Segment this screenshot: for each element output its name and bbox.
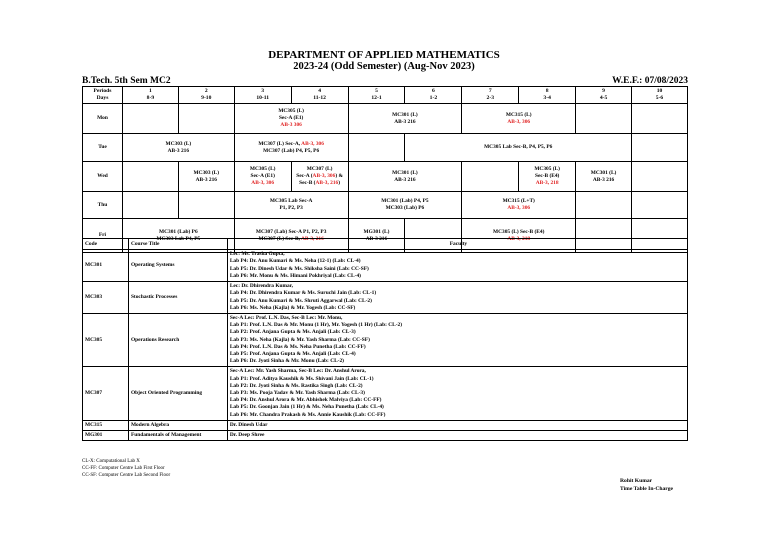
course-row: [83, 430, 688, 440]
class-cell: MG301 (L) AB-3 216: [348, 219, 405, 253]
legend-item: CC-FF: Computer Centre Lab First Floor: [82, 466, 165, 471]
signatory-name: Rohit Kumar: [620, 478, 653, 484]
class-cell: MC301 (L) AB-3 216: [576, 162, 632, 192]
title-header: Course Title: [128, 239, 227, 250]
class-cell: MC305 (L) Sec-A (E1) AB-3, 306: [234, 162, 291, 192]
course-faculty: Lec: Ms. Trasha Gupta, Lab P4: Dr. Anu Kumari & Ms. Neha (12-1) (Lab: CL-4) Lab P5: Dr. Dinesh Udar & Ms. Shiksha Saini (Lab: CC-SF) Lab P6: Mr. Monu & Ms. Himani Pokhriyal (Lab: CL-4): [227, 250, 687, 282]
class-cell: MC307 (L) Sec-A (AB-3, 306) & Sec-B (AB-3, 216): [291, 162, 348, 192]
day-label: Wed: [83, 162, 123, 192]
class-cell: MC301 (L) AB-3 216: [348, 104, 462, 134]
lab-legend: [82, 458, 170, 479]
program-label: B.Tech. 5th Sem MC2: [82, 76, 171, 86]
course-faculty: Sec-A Lec: Mr. Yash Sharma, Sec-B Lec: Dr. Anshul Arora, Lab P1: Prof. Aditya Kaushik & Ms. Shivani Jain (Lab: CL-1) Lab P2: Dr. Jyoti Sinha & Ms. Rastika Singh (Lab: CL-2) Lab P3: Ms. Pooja Yadav & Mr. Yash Sharma (Lab: CL-3) Lab P4: Dr. Anshul Arora & Mr. Abhishek Malviya (Lab: CC-FF) Lab P5: Dr. Goonjan Jain (1 Hr) & Ms. Neha Punetha (Lab: CL-4) Lab P6: Mr. Chandra Prakash & Ms. Annie Kaushik (Lab: CC-FF): [227, 367, 687, 420]
legend-item: CL-X: Computational Lab X: [82, 459, 140, 464]
period-header: 2 9-10: [178, 87, 234, 104]
class-cell: MC307 (Lab) Sec-A P1, P2, P3 MC307 (L) Sec-B, AB-3, 216: [234, 219, 348, 253]
header-row: [83, 87, 688, 104]
class-cell: MC305 (L) Sec-B (E4) AB-3, 218: [462, 219, 576, 253]
department-title: DEPARTMENT OF APPLIED MATHEMATICS: [268, 49, 500, 61]
class-cell: MC301 (L) AB-3 216: [348, 162, 462, 192]
course-row: [83, 367, 688, 420]
period-header: 3 10-11: [234, 87, 291, 104]
course-row: [83, 314, 688, 367]
period-header: 8 3-4: [519, 87, 576, 104]
class-cell: MC305 (L) Sec-B (E4) AB-3, 218: [519, 162, 576, 192]
day-row-mon: [83, 104, 688, 134]
timetable: [82, 86, 688, 253]
class-cell: MC303 (L) AB-3 216: [178, 162, 234, 192]
day-label: Thu: [83, 192, 123, 219]
course-code: MC315: [83, 420, 129, 430]
period-header: 6 1-2: [405, 87, 462, 104]
course-code: MC301: [83, 250, 129, 282]
course-title: Fundamentals of Management: [128, 430, 227, 440]
wef-date: W.E.F.: 07/08/2023: [612, 76, 688, 86]
course-code: MC303: [83, 282, 129, 314]
course-table: [82, 238, 688, 441]
course-title: Object Oriented Programming: [128, 367, 227, 420]
course-header-row: [83, 239, 688, 250]
class-cell: MC305 (L) Sec-A (E1) AB-3 306: [234, 104, 348, 134]
day-row-wed: [83, 162, 688, 192]
course-title: Stochastic Processes: [128, 282, 227, 314]
course-code: MG301: [83, 430, 129, 440]
period-header: 7 2-3: [462, 87, 519, 104]
period-header: 1 8-9: [122, 87, 178, 104]
day-label: Fri: [83, 219, 123, 253]
class-cell: MC301 (Lab) P4, P5 MC303 (Lab) P6: [348, 192, 462, 219]
period-header: 10 5-6: [632, 87, 688, 104]
day-row-thu: [83, 192, 688, 219]
session-title: 2023-24 (Odd Semester) (Aug-Nov 2023): [293, 61, 475, 72]
period-header: 4 11-12: [291, 87, 348, 104]
period-header: 5 12-1: [348, 87, 405, 104]
day-label: Mon: [83, 104, 123, 134]
signatory-role: Time Table In-Charge: [620, 485, 674, 492]
day-label: Tue: [83, 134, 123, 162]
course-title: Modern Algebra: [128, 420, 227, 430]
period-header: 9 4-5: [576, 87, 632, 104]
faculty-header: Faculty: [227, 239, 687, 250]
code-header: Code: [83, 239, 129, 250]
class-cell: MC315 (L+T) AB-3, 306: [462, 192, 576, 219]
periods-days-header: Periods Days: [83, 87, 123, 104]
course-title: Operations Research: [128, 314, 227, 367]
course-faculty: Dr. Deep Shree: [227, 430, 687, 440]
course-code: MC305: [83, 314, 129, 367]
class-cell: MC315 (L) AB-3, 306: [462, 104, 576, 134]
class-cell: MC303 (L) AB-3 216: [122, 134, 234, 162]
course-title: Operating Systems: [128, 250, 227, 282]
class-cell: MC305 Lab Sec-A P1, P2, P3: [234, 192, 348, 219]
legend-item: CC-SF: Computer Centre Lab Second Floor: [82, 473, 171, 478]
day-row-tue: [83, 134, 688, 162]
course-faculty: Dr. Dinesh Udar: [227, 420, 687, 430]
course-row: [83, 250, 688, 282]
signature-block: [620, 478, 673, 493]
course-faculty: Sec-A Lec: Prof. L.N. Das, Sec-B Lec: Mr. Monu, Lab P1: Prof. L.N. Das & Mr. Monu (1 Hr), Mr. Yogesh (1 Hr) (Lab: CL-2) Lab P2: Prof. Anjana Gupta & Ms. Anjali (Lab: CL-3) Lab P3: Ms. Neha (Kajla) & Mr. Yash Sharma (Lab: CC-SF) Lab P4: Prof. L.N. Das & Ms. Neha Punetha (Lab: CC-FF) Lab P5: Prof. Anjana Gupta & Ms. Anjali (Lab: CL-4) Lab P6: Dr. Jyoti Sinha & Mr. Monu (Lab: CL-2): [227, 314, 687, 367]
class-cell: MC301 (Lab) P6 MC303 Lab P4, P5: [122, 219, 234, 253]
class-cell: MC305 Lab Sec-B, P4, P5, P6: [405, 134, 632, 162]
class-cell: MC307 (L) Sec-A, AB-3, 306 MC307 (Lab) P4, P5, P6: [234, 134, 348, 162]
course-faculty: Lec: Dr. Dhirendra Kumar, Lab P4: Dr. Dhirendra Kumar & Ms. Suruchi Jain (Lab: CL-1) Lab P5: Dr. Anu Kumari & Ms. Shruti Aggarwal (Lab: CL-2) Lab P6: Ms. Neha (Kajla) & Mr. Yogesh (Lab: CC-SF): [227, 282, 687, 314]
course-row: [83, 420, 688, 430]
course-code: MC307: [83, 367, 129, 420]
course-row: [83, 282, 688, 314]
